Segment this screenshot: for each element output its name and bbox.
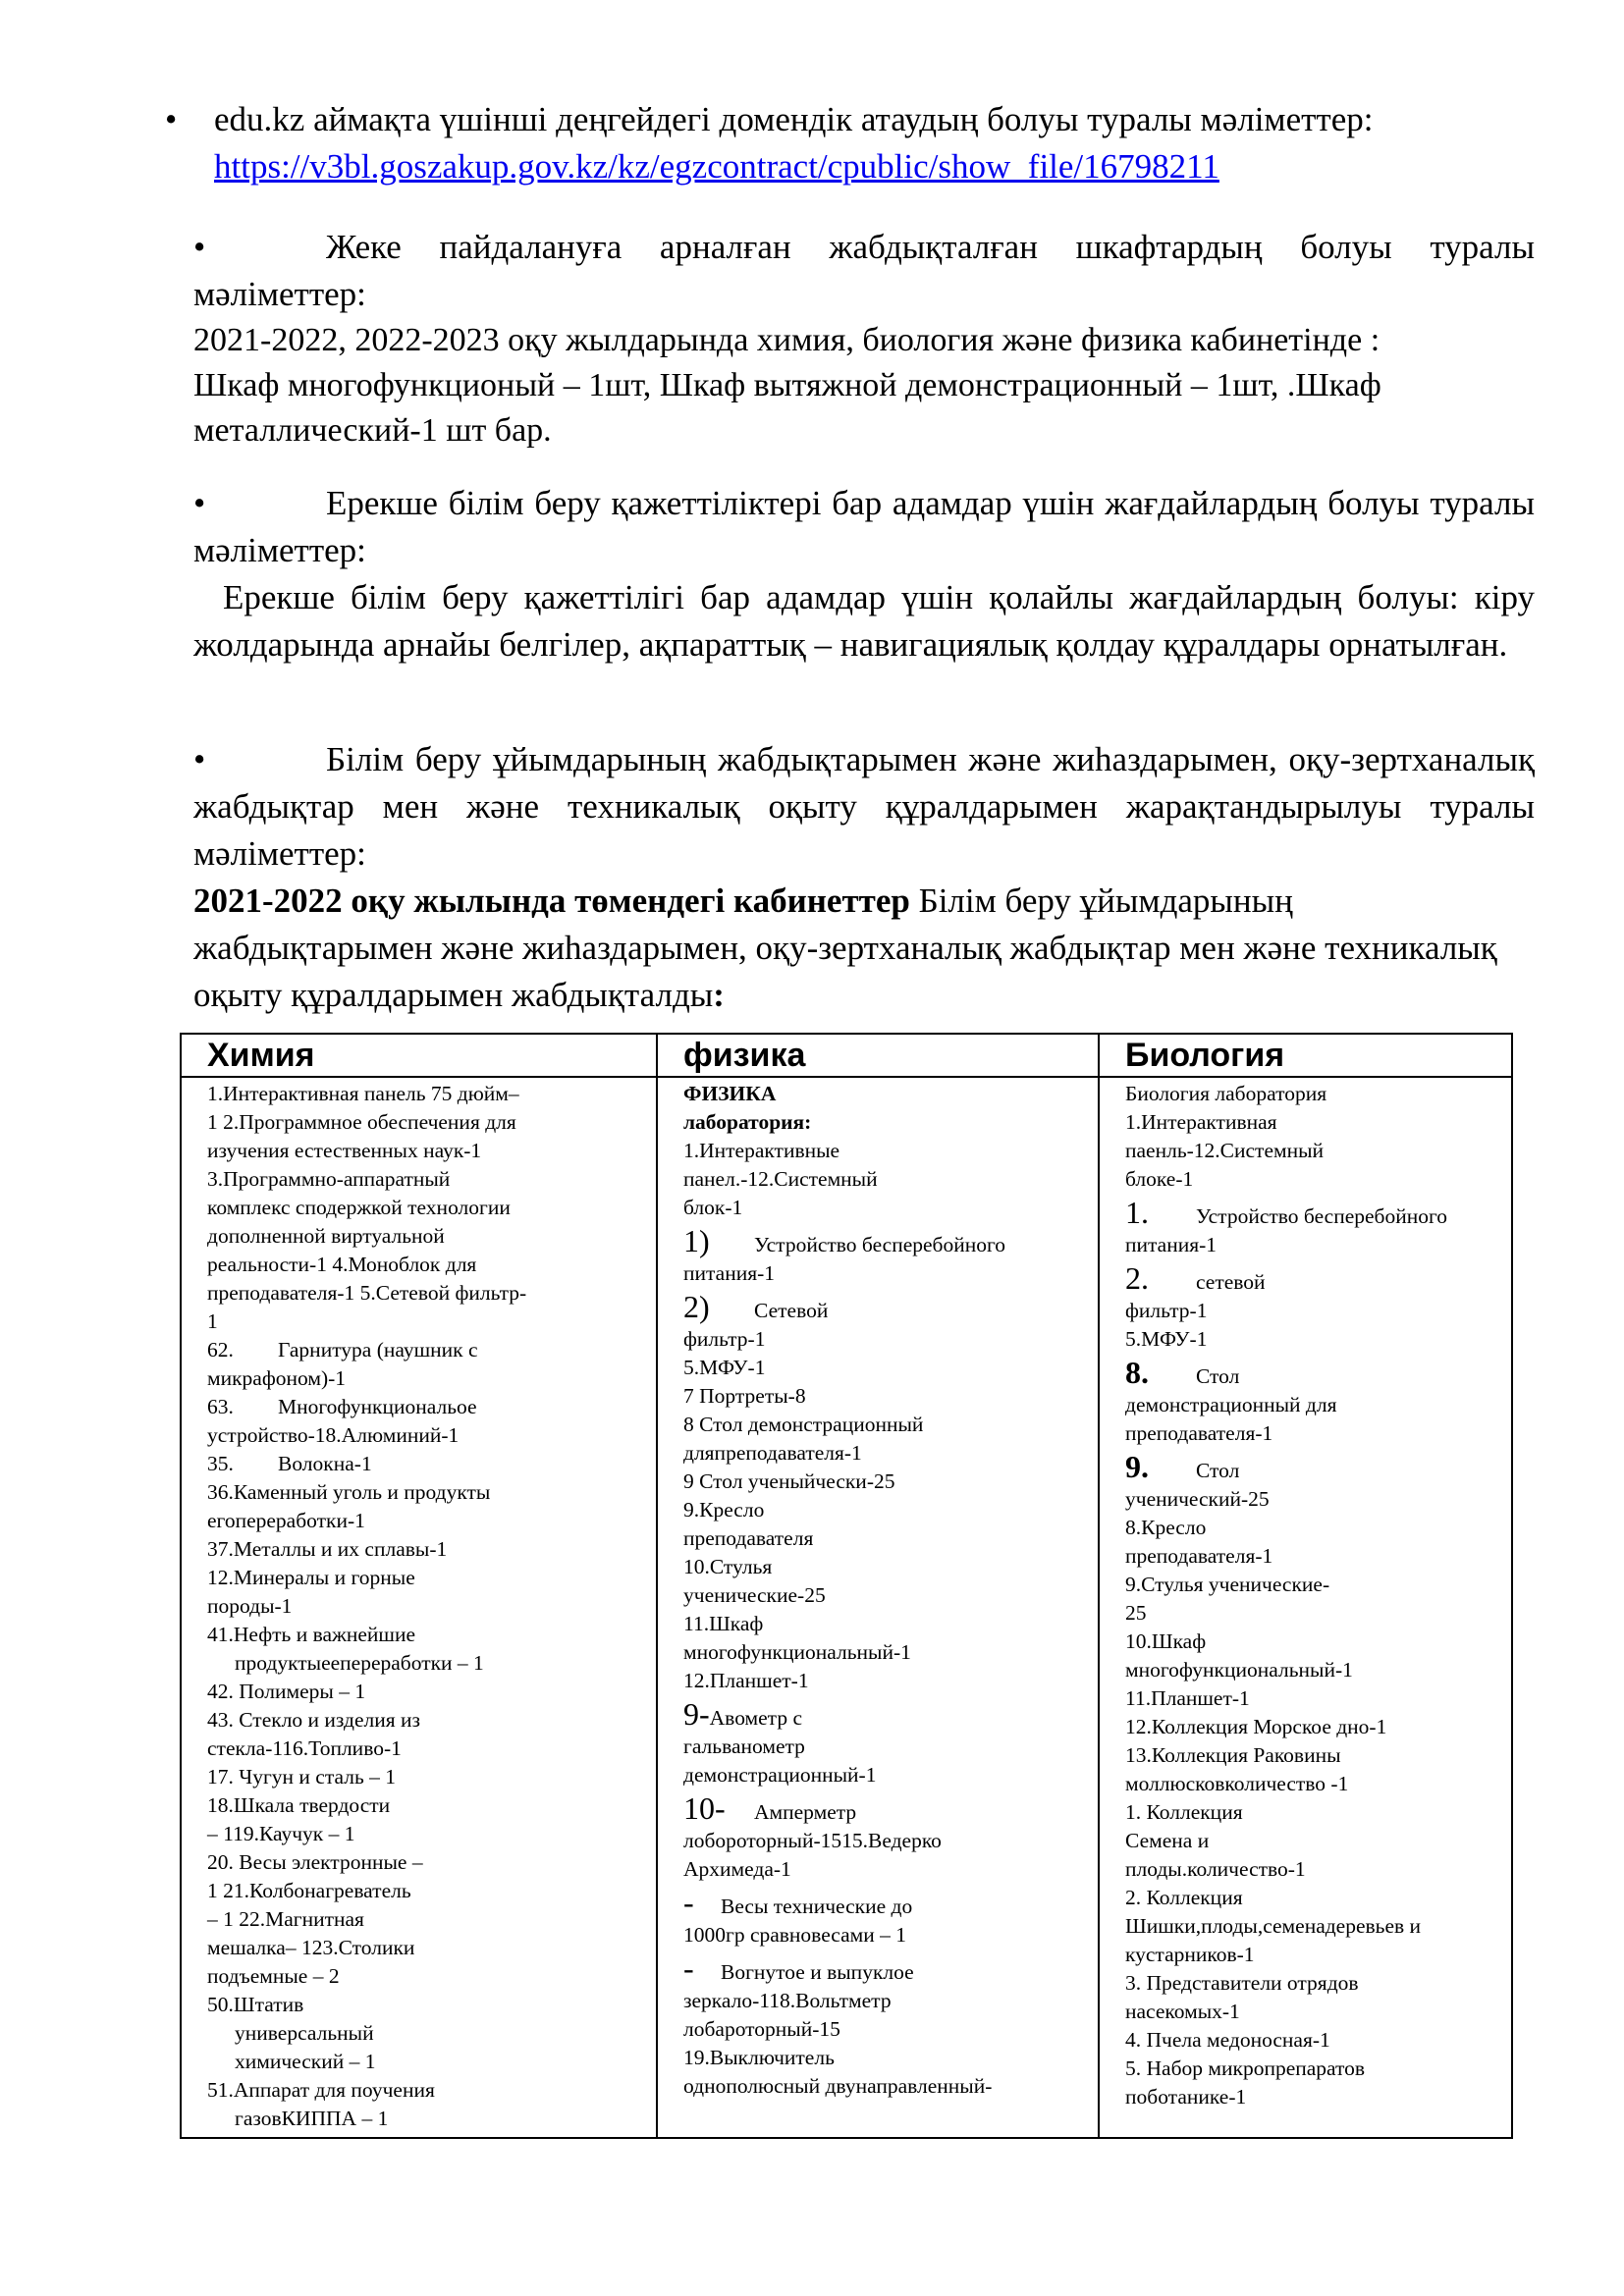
list-item: Биология лаборатория [1125,1082,1327,1105]
intro-text: edu.kz аймақта үшінші деңгейдегі домендік атаудың болуы туралы мәліметтер: [214,100,1374,138]
list-item: 1.Интерактивная [1125,1110,1277,1134]
list-item: 5.МФУ-1 [683,1356,766,1379]
list-item: 10.Стулья [683,1555,773,1578]
list-item: 9. Стол [1125,1449,1240,1484]
list-item: 63. Многофункциональое [207,1395,477,1418]
list-item: Семена и [1125,1829,1210,1852]
list-item: поботанике-1 [1125,2085,1247,2109]
special-needs-bullet: • [193,484,206,522]
list-item: стекла-116.Топливо-1 [207,1736,402,1760]
physics-cell [657,1077,1099,2138]
list-item: 1.Интерактивная панель 75 дюйм– [207,1082,519,1105]
list-item: 37.Металлы и их сплавы-1 [207,1537,448,1561]
lockers-line1: 2021-2022, 2022-2023 оқу жылдарында химия, биология және физика кабинетінде : [193,322,1380,358]
equipment-heading [193,736,1535,878]
lockers-bullet: • [193,228,206,266]
list-item: 11.Планшет-1 [1125,1686,1250,1710]
list-item: демонстрационный-1 [683,1763,877,1787]
list-item: 2. Коллекция [1125,1886,1243,1909]
list-item: питания-1 [683,1261,776,1285]
list-item: - Вогнутое и выпуклое [683,1950,914,1986]
list-item: комплекс сподержкой технологии [207,1196,511,1219]
list-item: 50.Штатив [207,1993,304,2016]
list-item: дополненной виртуальной [207,1224,445,1248]
list-item: Архимеда-1 [683,1857,791,1881]
list-item: 1. Устройство бесперебойного [1125,1195,1448,1230]
list-item: 9 Стол ученыйчески-25 [683,1469,895,1493]
list-item: лобароторный-15 [683,2017,840,2041]
list-item: 9-Авометр с [683,1696,803,1732]
list-item: плоды.количество-1 [1125,1857,1306,1881]
list-item: 2) Сетевой [683,1289,829,1324]
list-item: лобороторный-1515.Ведерко [683,1829,942,1852]
list-item: 25 [1125,1601,1147,1625]
list-item: многофункциональный-1 [1125,1658,1353,1682]
list-item: 4. Пчела медоносная-1 [1125,2028,1330,2052]
list-item: преподавателя-1 5.Сетевой фильтр- [207,1281,527,1305]
list-item: 1. Коллекция [1125,1800,1243,1824]
table-header-row [181,1034,1512,1077]
list-item: 18.Шкала твердости [207,1793,391,1817]
list-item: 1 [207,1309,218,1333]
list-item: дляпреподавателя-1 [683,1441,862,1465]
list-item: 42. Полимеры – 1 [207,1680,366,1703]
list-item: 10- Амперметр [683,1790,857,1826]
list-item: химический – 1 [235,2050,376,2073]
list-item: 36.Каменный уголь и продукты [207,1480,491,1504]
header-biology: Биология [1099,1034,1512,1077]
list-item: 9.Кресло [683,1498,765,1522]
list-item: реальности-1 4.Моноблок для [207,1253,477,1276]
list-item: 11.Шкаф [683,1612,764,1635]
list-item: блоке-1 [1125,1167,1194,1191]
list-item: газовКИППА – 1 [235,2107,389,2130]
list-item: егопереработки-1 [207,1509,365,1532]
list-item: Шишки,плоды,семенадеревьев и [1125,1914,1422,1938]
list-item: - Весы технические до [683,1885,913,1920]
list-item: лаборатория: [683,1110,812,1134]
list-item: 1) Устройство бесперебойного [683,1223,1006,1258]
equipment-bullet: • [193,740,206,778]
list-item: фильтр-1 [1125,1299,1208,1322]
list-item: гальванометр [683,1735,805,1758]
list-item: 1 21.Колбонагреватель [207,1879,411,1902]
list-item: блок-1 [683,1196,743,1219]
list-item: изучения естественных наук-1 [207,1139,482,1162]
list-item: 43. Стекло и изделия из [207,1708,421,1732]
special-needs-title: Ерекше білім беру қажеттіліктері бар адамдар үшін жағдайлардың болуы туралы мәліметтер: [193,484,1535,569]
special-needs-text: Ерекше білім беру қажеттілігі бар адамдар үшін қолайлы жағдайлардың болуы: кіру жолдарында арнайы белгілер, ақпараттық – навигациялық қолдау құралдары орнатылған. [193,578,1535,664]
list-item: мешалка– 123.Столики [207,1936,415,1959]
list-item: ФИЗИКА [683,1082,777,1105]
list-item: 17. Чугун и сталь – 1 [207,1765,397,1789]
special-needs-heading [193,480,1535,574]
list-item: 7 Портреты-8 [683,1384,806,1408]
list-item: 1.Интерактивные [683,1139,840,1162]
list-item: фильтр-1 [683,1327,766,1351]
list-item: 1 2.Программное обеспечения для [207,1110,516,1134]
list-item: устройство-18.Алюминий-1 [207,1423,460,1447]
list-item: моллюсковколичество -1 [1125,1772,1349,1795]
list-item: универсальный [235,2021,374,2045]
lockers-paragraph [193,224,1535,318]
biology-cell [1099,1077,1512,2138]
list-item: преподавателя-1 [1125,1421,1273,1445]
list-item: кустарников-1 [1125,1943,1255,1966]
list-item: многофункциональный-1 [683,1640,911,1664]
list-item: 9.Стулья ученические- [1125,1573,1330,1596]
list-item: насекомых-1 [1125,2000,1240,2023]
list-item: 51.Аппарат для поучения [207,2078,435,2102]
list-item: 19.Выключитель [683,2046,835,2069]
list-item: однополюсный двунаправленный- [683,2074,993,2098]
equipment-bold-lead: 2021-2022 оқу жылында төмендегі кабинеттер [193,881,910,920]
header-physics: физика [657,1034,1099,1077]
header-chemistry: Химия [181,1034,657,1077]
lockers-title: Жеке пайдалануға арналған жабдықталған шкафтардың болуы туралы мәліметтер: [193,228,1535,313]
equipment-colon: : [713,976,725,1014]
list-item: питания-1 [1125,1233,1218,1256]
list-item: 12.Планшет-1 [683,1669,809,1692]
list-item: зеркало-118.Вольтметр [683,1989,892,2012]
list-item: 5.МФУ-1 [1125,1327,1208,1351]
equipment-table [180,1033,1513,2139]
list-item: 1000гр сравновесами – 1 [683,1923,906,1947]
list-item: – 1 22.Магнитная [207,1907,364,1931]
goszakup-link[interactable]: https://v3bl.goszakup.gov.kz/kz/egzcontract/cpublic/show_file/16798211 [214,147,1219,186]
list-item: преподавателя-1 [1125,1544,1273,1568]
list-item: 13.Коллекция Раковины [1125,1743,1341,1767]
list-item: 35. Волокна-1 [207,1452,372,1475]
list-item: паенль-12.Системный [1125,1139,1325,1162]
list-item: 20. Весы электронные – [207,1850,423,1874]
list-item: 10.Шкаф [1125,1629,1207,1653]
intro-bullet: • [165,100,178,138]
list-item: преподавателя [683,1526,814,1550]
list-item: микрафоном)-1 [207,1366,347,1390]
special-needs-body [193,574,1535,668]
lockers-body [193,318,1535,454]
list-item: 62. Гарнитура (наушник с [207,1338,478,1362]
list-item: 2. сетевой [1125,1260,1266,1296]
chemistry-cell [181,1077,657,2138]
lockers-line2: Шкаф многофункционый – 1шт, Шкаф вытяжной демонстрационный – 1шт, .Шкаф металлический-1 шт бар. [193,367,1381,449]
list-item: продуктыеепереработки – 1 [235,1651,484,1675]
list-item: 3. Представители отрядов [1125,1971,1359,1995]
equipment-body [193,878,1499,1019]
list-item: – 119.Каучук – 1 [207,1822,355,1845]
equipment-title: Білім беру ұйымдарының жабдықтарымен және жиһаздарымен, оқу-зертханалық жабдықтар мен және техникалық оқыту құралдарымен жарақтандырылуы туралы мәліметтер: [193,740,1535,873]
list-item: 41.Нефть и важнейшие [207,1623,416,1646]
equipment-rest: Білім беру ұйымдарының жабдықтарымен және жиһаздарымен, оқу-зертханалық жабдықтар мен және техникалық оқыту құралдарымен жабдықталды [193,881,1497,1014]
list-item: подъемные – 2 [207,1964,340,1988]
list-item: панел.-12.Системный [683,1167,878,1191]
list-item: 5. Набор микропрепаратов [1125,2056,1366,2080]
intro-paragraph [214,96,1535,190]
list-item: демонстрационный для [1125,1393,1337,1416]
table-row [181,1077,1512,2138]
list-item: 8.Кресло [1125,1516,1207,1539]
list-item: ученический-25 [1125,1487,1270,1511]
list-item: 12.Минералы и горные [207,1566,415,1589]
list-item: породы-1 [207,1594,293,1618]
list-item: ученические-25 [683,1583,826,1607]
list-item: 8 Стол демонстрационный [683,1413,924,1436]
list-item: 12.Коллекция Морское дно-1 [1125,1715,1387,1738]
list-item: 8. Стол [1125,1355,1240,1390]
list-item: 3.Программно-аппаратный [207,1167,451,1191]
